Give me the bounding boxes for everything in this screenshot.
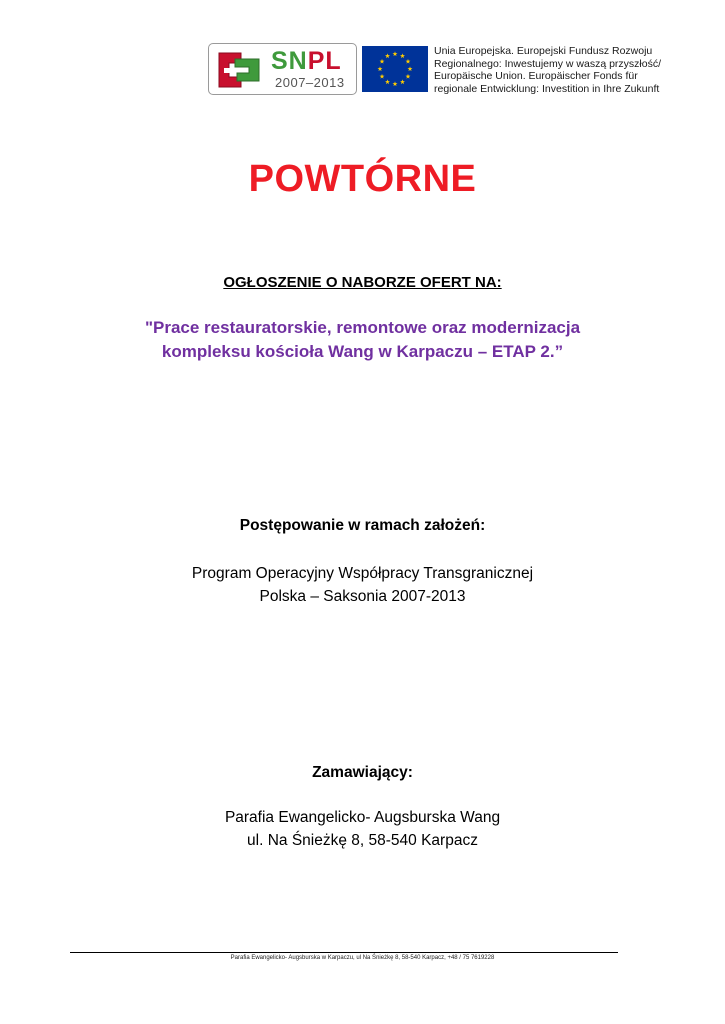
eu-text-line: regionale Entwicklung: Investition in Ihre Zukunft <box>434 82 660 95</box>
snpl-text-pl: PL <box>307 47 342 75</box>
eu-flag-icon <box>362 46 428 92</box>
eu-text-line: Europäische Union. Europäischer Fonds für <box>434 70 638 83</box>
client-details <box>0 806 725 852</box>
eu-funding-text <box>434 45 661 95</box>
subject-line: "Prace restauratorskie, remontowe oraz modernizacja <box>144 318 581 337</box>
program-line: Program Operacyjny Współpracy Transgranicznej <box>191 565 534 582</box>
document-title: POWTÓRNE <box>248 158 477 200</box>
snpl-text-sn: SN <box>271 47 308 75</box>
footer-contact: Parafia Ewangelicko- Augsburska w Karpaczu, ul Na Śnieżkę 8, 58-540 Karpacz, +48 / 75 7619228 <box>230 955 495 961</box>
program-line: Polska – Saksonia 2007-2013 <box>259 588 466 605</box>
client-line: Parafia Ewangelicko- Augsburska Wang <box>224 809 501 826</box>
eu-text-line: Regionalnego: Inwestujemy w waszą przyszłość/ <box>434 57 662 70</box>
client-line: ul. Na Śnieżkę 8, 58-540 Karpacz <box>247 832 478 849</box>
snpl-logo <box>208 43 357 95</box>
footer-divider <box>70 952 618 953</box>
client-heading: Zamawiający: <box>312 764 413 781</box>
eu-text-line: Unia Europejska. Europejski Fundusz Rozwoju <box>434 45 653 57</box>
snpl-years: 2007–2013 <box>275 75 345 90</box>
snpl-wordmark <box>271 47 342 75</box>
announcement-heading: OGŁOSZENIE O NABORZE OFERT NA: <box>223 274 502 291</box>
snpl-emblem-icon <box>215 49 263 91</box>
procedure-heading: Postępowanie w ramach założeń: <box>239 517 486 534</box>
tender-subject <box>0 316 725 364</box>
program-name <box>0 562 725 608</box>
subject-line: kompleksu kościoła Wang w Karpaczu – ETAP 2.” <box>161 342 564 361</box>
